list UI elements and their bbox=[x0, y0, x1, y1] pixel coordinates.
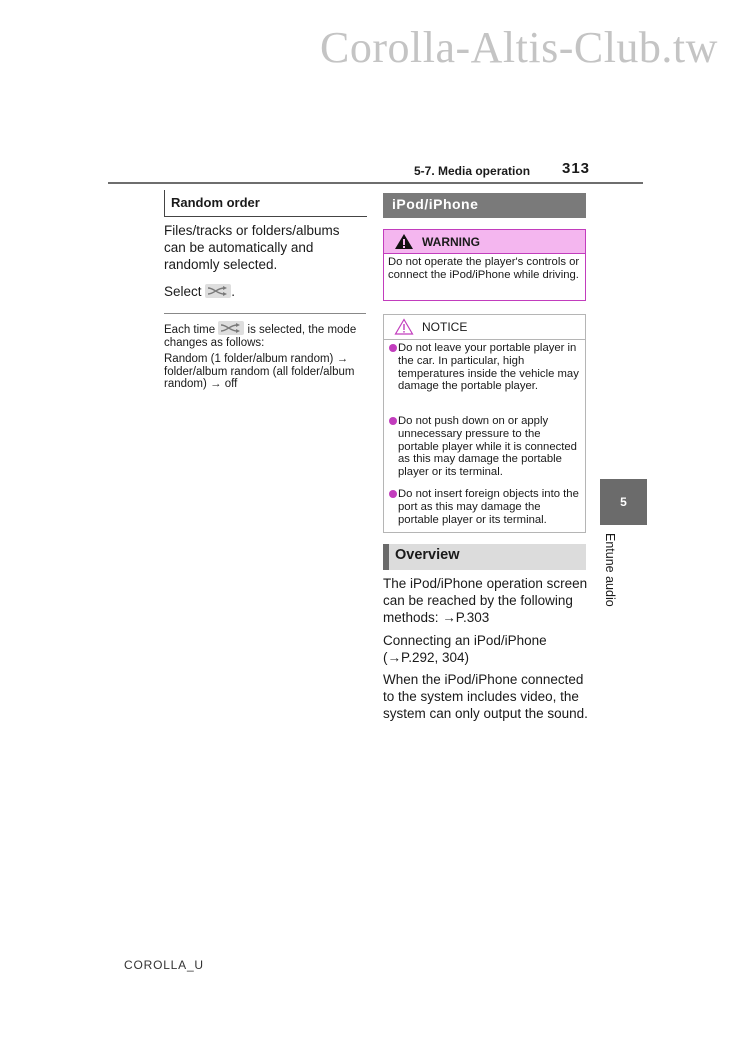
mode-change-note bbox=[164, 321, 364, 350]
warning-label: WARNING bbox=[422, 235, 480, 249]
notice-item-text: Do not insert foreign objects into the port as this may damage the portable player or its terminal. bbox=[398, 488, 579, 526]
notice-triangle-icon bbox=[394, 318, 414, 335]
chapter-tab bbox=[600, 479, 647, 525]
shuffle-icon bbox=[218, 321, 244, 335]
notice-item-text: Do not leave your portable player in the car. In particular, high temperatures inside the vehicle may damage the portable player. bbox=[398, 342, 579, 393]
chapter-title: Entune audio bbox=[603, 533, 617, 607]
bullet-dot-icon bbox=[389, 417, 397, 425]
notice-label: NOTICE bbox=[422, 320, 468, 334]
bullet-dot-icon bbox=[389, 490, 397, 498]
warning-text: Do not operate the player's controls or connect the iPod/iPhone while driving. bbox=[388, 256, 580, 281]
warning-header bbox=[384, 230, 585, 254]
divider bbox=[164, 313, 366, 314]
chapter-number: 5 bbox=[620, 495, 627, 509]
bullet-dot-icon bbox=[389, 344, 397, 352]
note-suffix: is selected, the mode changes as follows: bbox=[164, 324, 357, 349]
page-number: 313 bbox=[562, 160, 591, 177]
shuffle-icon bbox=[205, 284, 231, 298]
notice-item bbox=[388, 415, 582, 479]
select-prefix: Select bbox=[164, 284, 202, 299]
notice-item-text: Do not push down on or apply unnecessary pressure to the portable player while it is connected as this may damage the portable player or its terminal. bbox=[398, 415, 577, 479]
overview-paragraph: Connecting an iPod/iPhone (→P.292, 304) bbox=[383, 633, 547, 665]
note-prefix: Each time bbox=[164, 324, 216, 336]
header-rule bbox=[108, 182, 643, 184]
warning-triangle-icon bbox=[394, 233, 414, 250]
watermark: Corolla-Altis-Club.tw bbox=[320, 23, 718, 72]
notice-item bbox=[388, 342, 582, 393]
notice-item bbox=[388, 488, 582, 526]
random-order-description: Files/tracks or folders/albums can be automatically and randomly selected. bbox=[164, 223, 340, 272]
overview-paragraph: When the iPod/iPhone connected to the system includes video, the system can only output the sound. bbox=[383, 672, 588, 721]
warning-box bbox=[383, 229, 586, 301]
notice-box bbox=[383, 314, 586, 533]
random-order-heading-text: Random order bbox=[171, 195, 260, 210]
select-suffix: . bbox=[231, 284, 236, 299]
overview-paragraph: The iPod/iPhone operation screen can be reached by the following methods: →P.303 bbox=[383, 576, 588, 625]
ipod-section-title: iPod/iPhone bbox=[392, 196, 479, 212]
random-order-heading bbox=[164, 190, 367, 217]
section-header: 5-7. Media operation bbox=[414, 164, 531, 178]
ipod-section-heading bbox=[383, 193, 586, 218]
footer-code: COROLLA_U bbox=[124, 958, 204, 972]
overview-title: Overview bbox=[395, 547, 460, 563]
select-instruction bbox=[164, 283, 364, 300]
notice-header bbox=[384, 315, 585, 340]
mode-sequence: Random (1 folder/album random) → folder/album random (all folder/album random) → off bbox=[164, 353, 355, 390]
chapter-tab-label bbox=[601, 533, 621, 623]
overview-heading bbox=[383, 544, 586, 570]
